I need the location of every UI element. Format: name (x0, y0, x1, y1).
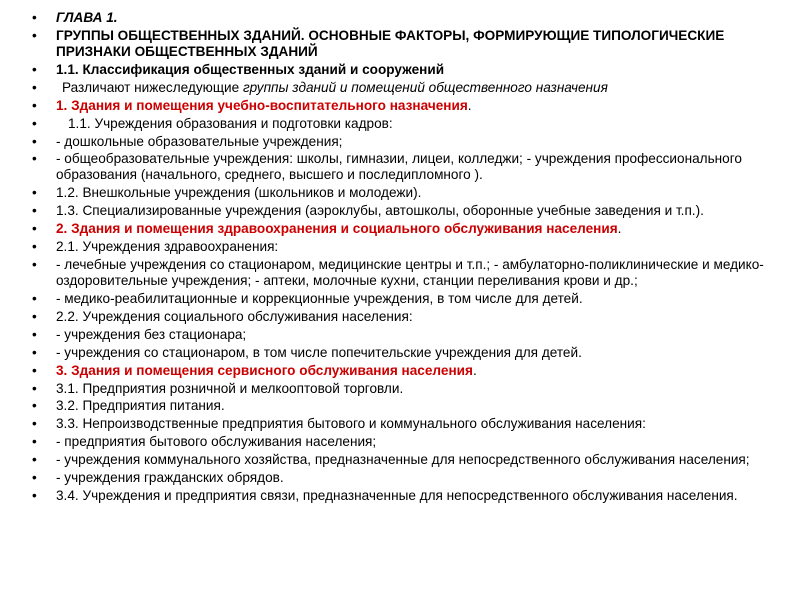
bullet-marker: • (32, 290, 37, 306)
chapter-title (32, 28, 774, 59)
list-item-text: 3.2. Предприятия питания. (56, 398, 225, 414)
heading-period: . (617, 221, 622, 237)
bullet-marker: • (32, 257, 37, 272)
list-item-text: ГРУППЫ ОБЩЕСТВЕННЫХ ЗДАНИЙ. ОСНОВНЫЕ ФАКТОРЫ, ФОРМИРУЮЩИЕ ТИПОЛОГИЧЕСКИЕ ПРИЗНАКИ ОБЩЕСТВЕННЫХ ЗДАНИЙ (56, 27, 725, 59)
bullet-marker: • (32, 221, 37, 237)
list-item (32, 345, 774, 361)
list-item-text: - общеобразовательные учреждения: школы, гимназии, лицеи, колледжи; - учреждения профессионального образования (начального, среднего, высшего и последипломного ). (56, 151, 742, 183)
list-item (32, 488, 774, 504)
chapter-label (32, 10, 774, 26)
bullet-marker: • (32, 115, 37, 131)
bullet-marker: • (32, 434, 37, 450)
list-item (32, 434, 774, 450)
group-heading-text: 1. Здания и помещения учебно-воспитательного назначения (56, 97, 468, 113)
bullet-marker: • (32, 97, 37, 113)
heading-period: . (467, 97, 472, 113)
list-item-text: 2.1. Учреждения здравоохранения: (56, 239, 279, 255)
group-heading-2 (32, 221, 774, 237)
bullet-marker: • (32, 239, 37, 255)
list-item (32, 151, 774, 182)
bullet-marker: • (32, 10, 37, 25)
list-item-text: - учреждения без стационара; (56, 326, 247, 342)
group-heading-1 (32, 98, 774, 114)
list-item-text (56, 98, 774, 114)
list-item (32, 452, 774, 468)
bullet-marker: • (32, 488, 37, 504)
bullet-marker: • (32, 79, 37, 95)
group-heading-text: 2. Здания и помещения здравоохранения и социального обслуживания населения (56, 221, 618, 237)
slide-content (32, 10, 774, 506)
list-item-text: ГЛАВА 1. (56, 10, 118, 25)
list-item-text: - учреждения со стационаром, в том числе попечительские учреждения для детей. (56, 344, 582, 360)
list-item (32, 203, 774, 219)
list-item-text: - предприятия бытового обслуживания населения; (56, 434, 377, 450)
list-item-text: 1.1. Классификация общественных зданий и сооружений (56, 61, 445, 77)
list-item (32, 257, 774, 288)
list-item-text: - учреждения гражданских обрядов. (56, 470, 284, 486)
list-item (32, 309, 774, 325)
intro-italic-text: группы зданий и помещений общественного назначения (242, 79, 608, 95)
list-item-text: - учреждения коммунального хозяйства, предназначенные для непосредственного обслуживания населения; (56, 452, 750, 468)
list-item (32, 398, 774, 414)
list-item (32, 327, 774, 343)
bullet-marker: • (32, 308, 37, 324)
list-item (32, 134, 774, 150)
list-item-text (56, 80, 774, 96)
list-item (32, 291, 774, 307)
group-heading-text: 3. Здания и помещения сервисного обслуживания населения (56, 362, 473, 378)
bullet-marker: • (32, 470, 37, 486)
bullet-marker: • (32, 344, 37, 360)
list-item-text (56, 221, 774, 237)
list-item-text: - лечебные учреждения со стационаром, медицинские центры и т.п.; - амбулаторно-поликлинические и медико-оздоровительные учреждения; - аптеки, молочные кухни, станции переливания крови и др.; (56, 257, 764, 288)
section-heading (32, 62, 774, 78)
bullet-marker: • (32, 185, 37, 201)
list-item-text: 2.2. Учреждения социального обслуживания населения: (56, 308, 413, 324)
list-item-text: 1.1. Учреждения образования и подготовки кадров: (68, 115, 393, 131)
list-item-text: 3.4. Учреждения и предприятия связи, предназначенные для непосредственного обслуживания населения. (56, 488, 738, 504)
list-item-text: - медико-реабилитационные и коррекционные учреждения, в том числе для детей. (56, 290, 583, 306)
bullet-marker: • (32, 203, 37, 219)
bullet-marker: • (32, 151, 37, 167)
intro-line (32, 80, 774, 96)
list-item (32, 185, 774, 201)
heading-period: . (472, 362, 477, 378)
bullet-marker: • (32, 27, 37, 43)
list-item-text: 1.2. Внешкольные учреждения (школьников и молодежи). (56, 185, 422, 201)
list-item-text: 3.3. Непроизводственные предприятия бытового и коммунального обслуживания населения: (56, 416, 646, 432)
list-item (32, 116, 774, 132)
bullet-marker: • (32, 61, 37, 77)
bullet-marker: • (32, 452, 37, 468)
list-item-text: 3.1. Предприятия розничной и мелкооптовой торговли. (56, 380, 404, 396)
bullet-marker: • (32, 380, 37, 396)
bullet-marker: • (32, 398, 37, 414)
bullet-marker: • (32, 416, 37, 432)
list-item (32, 239, 774, 255)
intro-normal-text: Различают нижеследующие (62, 79, 243, 95)
list-item-text: 1.3. Специализированные учреждения (аэроклубы, автошколы, оборонные учебные заведения и т.п.). (56, 203, 704, 219)
list-item-text (56, 363, 774, 379)
list-item-text: - дошкольные образовательные учреждения; (56, 133, 343, 149)
group-heading-3 (32, 363, 774, 379)
bullet-marker: • (32, 362, 37, 378)
list-item (32, 381, 774, 397)
bullet-marker: • (32, 133, 37, 149)
list-item (32, 470, 774, 486)
bullet-list (32, 10, 774, 504)
list-item (32, 416, 774, 432)
bullet-marker: • (32, 326, 37, 342)
